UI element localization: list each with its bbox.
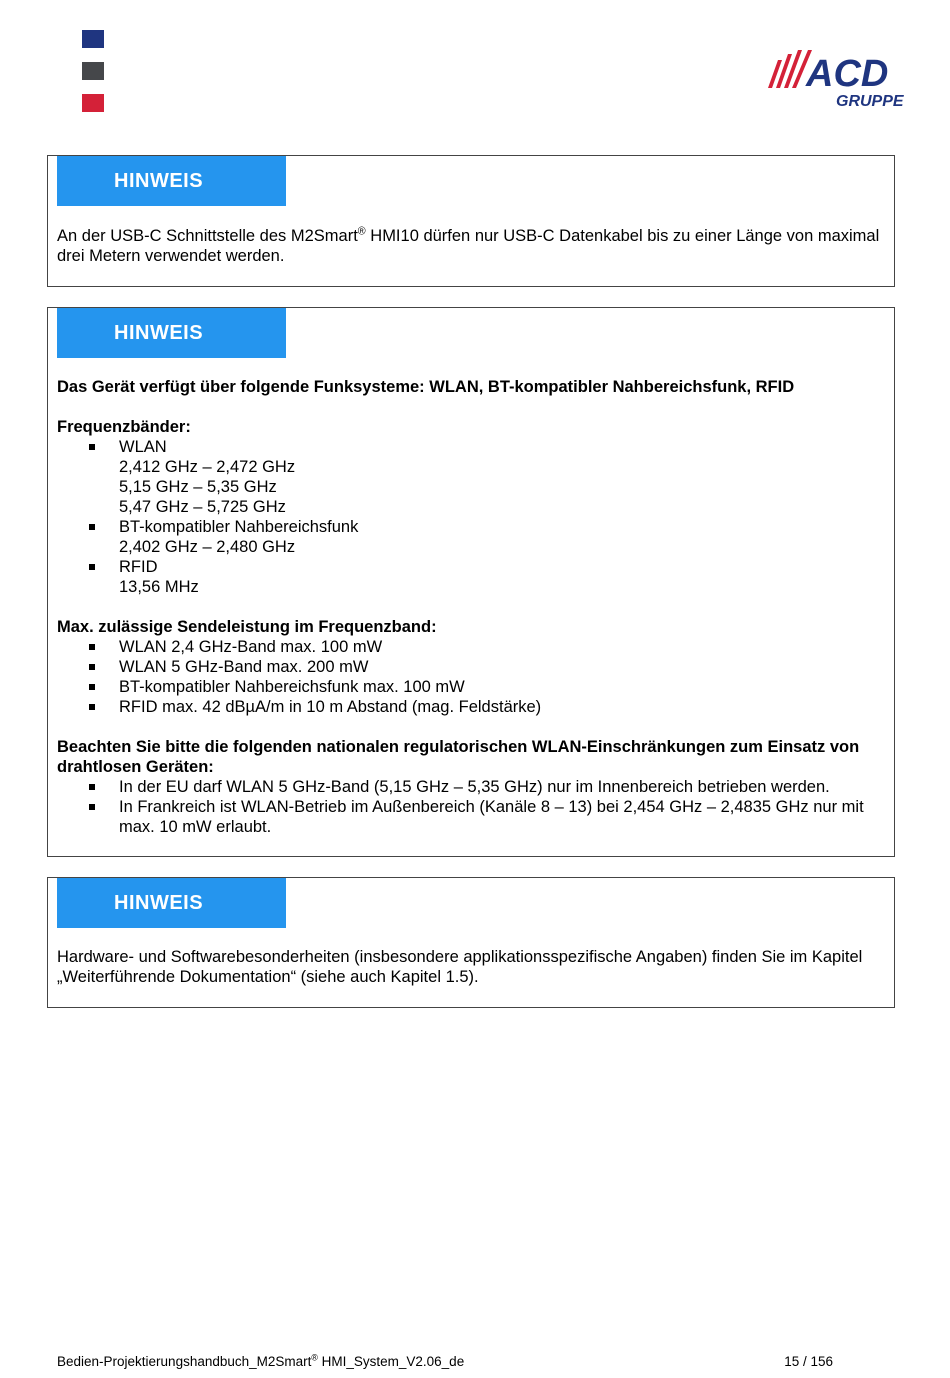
hinweis-box-dokumentation: [47, 877, 895, 1008]
bullet-icon: [89, 524, 95, 530]
hinweis-banner: HINWEIS: [57, 156, 286, 206]
freq-value: 2,402 GHz – 2,480 GHz: [119, 538, 296, 556]
hinweis-text: Hardware- und Softwarebesonderheiten (insbesondere applikationsspezifische Angaben) finden Sie im Kapitel „Weiterführende Dokumentation“ (siehe auch Kapitel 1.5).: [57, 948, 863, 986]
hinweis-text: An der USB-C Schnittstelle des M2Smart® HMI10 dürfen nur USB-C Datenkabel bis zu einer Länge von maximal drei Metern verwendet werden.: [57, 225, 880, 265]
list-item: RFID max. 42 dBµA/m in 10 m Abstand (mag. Feldstärke): [57, 697, 880, 717]
bullet-icon: [89, 644, 95, 650]
acd-gruppe-logo: [766, 48, 918, 112]
hinweis-box-usb: [47, 155, 895, 287]
bullet-icon: [89, 564, 95, 570]
list-item: In Frankreich ist WLAN-Betrieb im Außenbereich (Kanäle 8 – 13) bei 2,454 GHz – 2,4835 GHz nur mit max. 10 mW erlaubt.: [57, 797, 880, 837]
list-item: WLAN 2,4 GHz-Band max. 100 mW: [57, 637, 880, 657]
freq-value: 5,47 GHz – 5,725 GHz: [119, 498, 286, 516]
regulation-title: Beachten Sie bitte die folgenden nationalen regulatorischen WLAN-Einschränkungen zum Einsatz von drahtlosen Geräten:: [57, 738, 860, 776]
bullet-icon: [89, 684, 95, 690]
list-item: WLAN 5 GHz-Band max. 200 mW: [57, 657, 880, 677]
bullet-icon: [89, 444, 95, 450]
footer-page-number: 15 / 156: [784, 1354, 833, 1369]
brand-square-navy: [82, 30, 104, 48]
bullet-icon: [89, 704, 95, 710]
hinweis-banner: HINWEIS: [57, 878, 286, 928]
bullet-icon: [89, 664, 95, 670]
footer-document-name: Bedien-Projektierungshandbuch_M2Smart® HMI_System_V2.06_de: [57, 1352, 465, 1369]
hinweis-banner: HINWEIS: [57, 308, 286, 358]
list-item: WLAN: [57, 437, 880, 457]
svg-text:ACD: ACD: [806, 53, 889, 95]
bullet-icon: [89, 784, 95, 790]
svg-text:GRUPPE: GRUPPE: [836, 93, 904, 110]
list-item: RFID: [57, 557, 880, 577]
hinweis-funk-content: [57, 377, 880, 837]
freq-value: 13,56 MHz: [119, 578, 199, 596]
freq-value: 2,412 GHz – 2,472 GHz: [119, 458, 296, 476]
power-title: Max. zulässige Sendeleistung im Frequenzband:: [57, 618, 437, 636]
freq-value: 5,15 GHz – 5,35 GHz: [119, 478, 277, 496]
hinweis-box-funk: [47, 307, 895, 857]
list-item: BT-kompatibler Nahbereichsfunk: [57, 517, 880, 537]
bullet-icon: [89, 804, 95, 810]
list-item: BT-kompatibler Nahbereichsfunk max. 100 mW: [57, 677, 880, 697]
brand-square-red: [82, 94, 104, 112]
brand-square-gray: [82, 62, 104, 80]
freq-title: Frequenzbänder:: [57, 418, 191, 436]
list-item: In der EU darf WLAN 5 GHz-Band (5,15 GHz – 5,35 GHz) nur im Innenbereich betrieben werden.: [57, 777, 880, 797]
funk-heading: Das Gerät verfügt über folgende Funksysteme: WLAN, BT-kompatibler Nahbereichsfunk, RFID: [57, 378, 795, 396]
